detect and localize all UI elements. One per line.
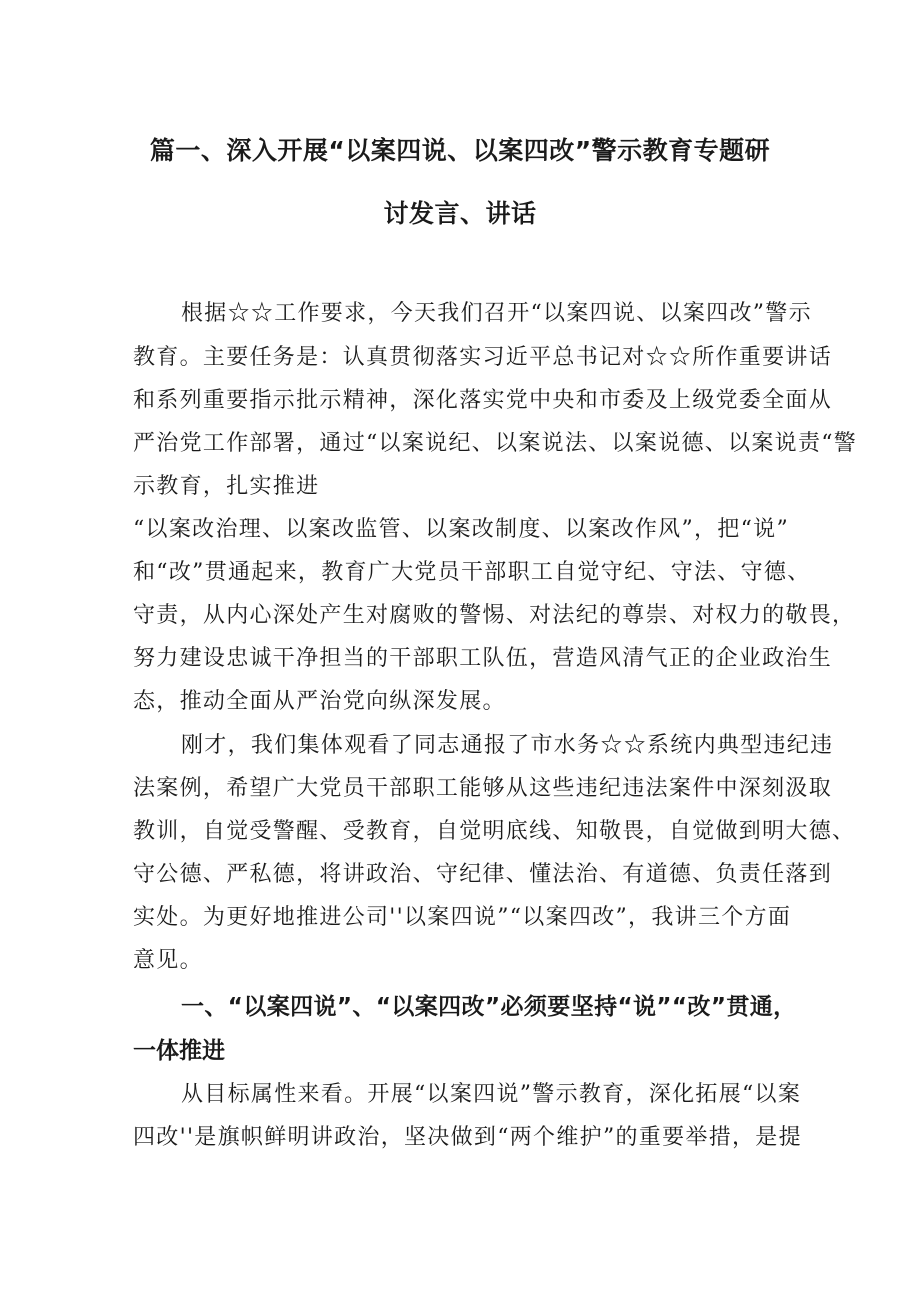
section-heading-line-1: 一、“以案四说”、“以案四改”必须要坚持“说”“改”贯通， [181, 994, 797, 1020]
paragraph-line: 和“改”贯通起来，教育广大党员干部职工自觉守纪、守法、守德、 [133, 560, 811, 585]
paragraph-line: 根据☆☆工作要求，今天我们召开“以案四说、以案四改”警示 [181, 301, 812, 326]
paragraph-line: 教训，自觉受警醒、受教育，自觉明底线、知敬畏，自觉做到明大德、 [133, 819, 856, 844]
paragraph-line: 刚才，我们集体观看了同志通报了市水务☆☆系统内典型违纪违 [181, 733, 834, 758]
paragraph-line: 从目标属性来看。开展“以案四说”警示教育，深化拓展“以案 [181, 1082, 802, 1107]
paragraph-line: “以案改治理、以案改监管、以案改制度、以案改作风”，把“说” [133, 517, 789, 542]
section-heading-line-2: 一体推进 [133, 1038, 225, 1064]
paragraph-line: 意见。 [133, 948, 203, 973]
paragraph-line: 教育。主要任务是：认真贯彻落实习近平总书记对☆☆所作重要讲话 [133, 345, 833, 370]
paragraph-line: 严治党工作部署，通过“以案说纪、以案说法、以案说德、以案说责“警 [133, 431, 858, 456]
paragraph-line: 四改''是旗帜鲜明讲政治，坚决做到“两个维护”的重要举措，是提 [133, 1125, 802, 1150]
document-title-line-2: 讨发言、讲话 [383, 199, 537, 228]
paragraph-line: 和系列重要指示批示精神，深化落实党中央和市委及上级党委全面从 [133, 388, 833, 413]
paragraph-line: 示教育，扎实推进 [133, 474, 320, 499]
document-title-line-1: 篇一、深入开展“以案四说、以案四改”警示教育专题研 [149, 136, 771, 165]
paragraph-line: 守责，从内心深处产生对腐败的警惕、对法纪的尊崇、对权力的敬畏， [133, 603, 856, 628]
paragraph-line: 态，推动全面从严治党向纵深发展。 [133, 689, 506, 714]
paragraph-line: 法案例，希望广大党员干部职工能够从这些违纪违法案件中深刻汲取 [133, 776, 833, 801]
paragraph-line: 守公德、严私德，将讲政治、守纪律、懂法治、有道德、负责任落到 [133, 862, 833, 887]
paragraph-line: 实处。为更好地推进公司''以案四说”“以案四改”，我讲三个方面 [133, 905, 792, 930]
paragraph-line: 努力建设忠诚干净担当的干部职工队伍，营造风清气正的企业政治生 [133, 646, 833, 671]
